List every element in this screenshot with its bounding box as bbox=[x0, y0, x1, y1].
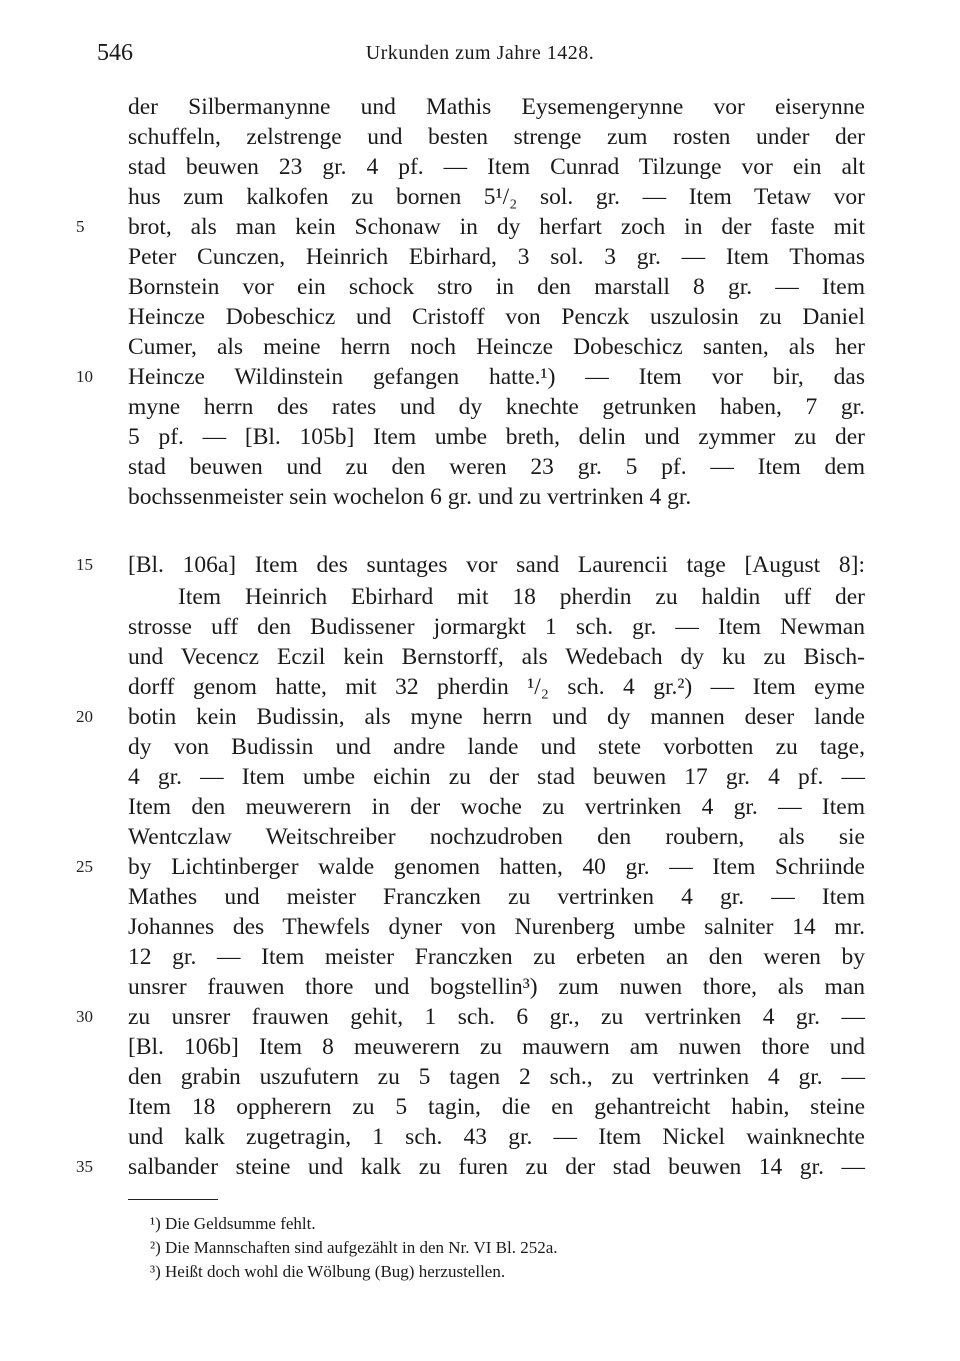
text-line: 5 pf. — [Bl. 105b] Item umbe breth, delin und zymmer zu der bbox=[128, 424, 865, 450]
text-line: 4 gr. — Item umbe eichin zu der stad beuwen 17 gr. 4 pf. — bbox=[128, 764, 865, 790]
text-line: Mathes und meister Franczken zu vertrinken 4 gr. — Item bbox=[128, 884, 865, 910]
text-line: zu unsrer frauwen gehit, 1 sch. 6 gr., zu vertrinken 4 gr. — bbox=[128, 1004, 865, 1030]
text-line: unsrer frauwen thore und bogstellin³) zum nuwen thore, als man bbox=[128, 974, 865, 1000]
footnote: ²) Die Mannschaften sind aufgezählt in den Nr. VI Bl. 252a. bbox=[150, 1238, 558, 1257]
text-line: Bornstein vor ein schock stro in den marstall 8 gr. — Item bbox=[128, 274, 865, 300]
text-line: Peter Cunczen, Heinrich Ebirhard, 3 sol. 3 gr. — Item Thomas bbox=[128, 244, 865, 270]
text-line: und kalk zugetragin, 1 sch. 43 gr. — Item Nickel wainknechte bbox=[128, 1124, 865, 1150]
text-line: 12 gr. — Item meister Franczken zu erbeten an den weren by bbox=[128, 944, 865, 970]
line-number: 10 bbox=[76, 367, 93, 386]
text-line: Wentczlaw Weitschreiber nochzudroben den roubern, als sie bbox=[128, 824, 865, 850]
line-number: 20 bbox=[76, 707, 93, 726]
text-line: Item Heinrich Ebirhard mit 18 pherdin zu haldin uff der bbox=[178, 584, 865, 610]
line-number: 15 bbox=[76, 555, 93, 574]
section-heading-line: [Bl. 106a] Item des suntages vor sand Laurencii tage [August 8]: bbox=[128, 552, 865, 578]
footnote-divider bbox=[128, 1199, 218, 1200]
text-line: bochssenmeister sein wochelon 6 gr. und zu vertrinken 4 gr. bbox=[128, 484, 692, 510]
line-number: 35 bbox=[76, 1157, 93, 1176]
line-number: 30 bbox=[76, 1007, 93, 1026]
text-line: Heincze Dobeschicz und Cristoff von Penczk uszulosin zu Daniel bbox=[128, 304, 865, 330]
text-line: myne herrn des rates und dy knechte getrunken haben, 7 gr. bbox=[128, 394, 865, 420]
page-number: 546 bbox=[97, 40, 133, 66]
text-line: salbander steine und kalk zu furen zu der stad beuwen 14 gr. — bbox=[128, 1154, 865, 1180]
text-line: Item 18 oppherern zu 5 tagin, die en gehantreicht habin, steine bbox=[128, 1094, 865, 1120]
text-line: dorff genom hatte, mit 32 pherdin ¹/₂ sch. 4 gr.²) — Item eyme bbox=[128, 674, 865, 700]
text-line: stad beuwen und zu den weren 23 gr. 5 pf. — Item dem bbox=[128, 454, 865, 480]
footnote: ¹) Die Geldsumme fehlt. bbox=[150, 1214, 316, 1233]
text-line: und Vecencz Eczil kein Bernstorff, als Wedebach dy ku zu Bisch- bbox=[128, 644, 865, 670]
line-number: 5 bbox=[76, 217, 85, 236]
text-line: by Lichtinberger walde genomen hatten, 40 gr. — Item Schriinde bbox=[128, 854, 865, 880]
text-line: strosse uff den Budissener jormargkt 1 sch. gr. — Item Newman bbox=[128, 614, 865, 640]
text-line: stad beuwen 23 gr. 4 pf. — Item Cunrad Tilzunge vor ein alt bbox=[128, 154, 865, 180]
text-line: den grabin uszufutern zu 5 tagen 2 sch., zu vertrinken 4 gr. — bbox=[128, 1064, 865, 1090]
text-line: der Silbermanynne und Mathis Eysemengerynne vor eiserynne bbox=[128, 94, 865, 120]
text-line: brot, als man kein Schonaw in dy herfart zoch in der faste mit bbox=[128, 214, 865, 240]
text-line: botin kein Budissin, als myne herrn und dy mannen deser lande bbox=[128, 704, 865, 730]
text-line: hus zum kalkofen zu bornen 5¹/₂ sol. gr. — Item Tetaw vor bbox=[128, 184, 865, 210]
text-line: [Bl. 106b] Item 8 meuwerern zu mauwern am nuwen thore und bbox=[128, 1034, 865, 1060]
text-line: Heincze Wildinstein gefangen hatte.¹) — Item vor bir, das bbox=[128, 364, 865, 390]
footnote: ³) Heißt doch wohl die Wölbung (Bug) herzustellen. bbox=[150, 1262, 506, 1281]
text-line: Cumer, als meine herrn noch Heincze Dobeschicz santen, als her bbox=[128, 334, 865, 360]
text-line: dy von Budissin und andre lande und stete vorbotten zu tage, bbox=[128, 734, 865, 760]
text-line: schuffeln, zelstrenge und besten strenge zum rosten under der bbox=[128, 124, 865, 150]
page-header bbox=[0, 40, 960, 80]
text-line: Item den meuwerern in der woche zu vertrinken 4 gr. — Item bbox=[128, 794, 865, 820]
running-title: Urkunden zum Jahre 1428. bbox=[365, 42, 595, 64]
line-number: 25 bbox=[76, 857, 93, 876]
text-line: Johannes des Thewfels dyner von Nurenberg umbe salniter 14 mr. bbox=[128, 914, 865, 940]
